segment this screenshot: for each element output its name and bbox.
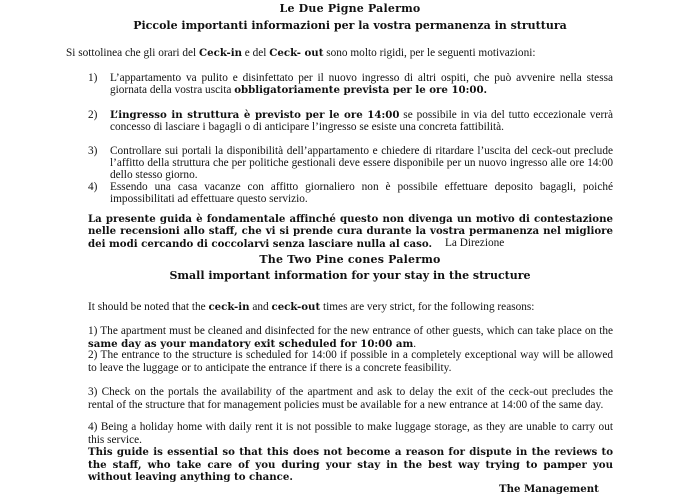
- english-subtitle: Small important information for your stay in the structure: [169, 269, 531, 282]
- english-item-2: 2) The entrance to the structure is scheduled for 14:00 if possible in a completely exceptional way will be allowed to leave the luggage or to anticipate the entrance if there is a concrete feasibility.: [88, 349, 613, 374]
- english-intro: [88, 301, 613, 314]
- italian-intro: [66, 47, 613, 59]
- italian-signature: La Direzione: [445, 237, 505, 249]
- italian-intro-text: Si sottolinea che gli orari del: [66, 47, 200, 59]
- italian-item-2: [88, 109, 613, 145]
- item-number: 4): [88, 181, 98, 193]
- item-number: 2): [88, 109, 98, 121]
- item-number: 3): [88, 145, 98, 157]
- english-intro-text: times are very strict, for the following reasons:: [320, 301, 535, 313]
- italian-title: Le Due Pigne Palermo: [279, 2, 421, 15]
- english-closing: This guide is essential so that this does not become a reason for dispute in the reviews to the staff, who take care of you during your stay in the best way trying to pamper you without leaving anything to chance.: [88, 446, 613, 484]
- italian-intro-text: sono molto rigidi, per le seguenti motivazioni:: [323, 47, 536, 59]
- item-text: L’appartamento va pulito e disinfettato per il nuovo ingresso di altri ospiti, che può avvenire nella stessa giornata della vostra uscita: [110, 72, 613, 97]
- italian-item-2-text: [110, 109, 613, 133]
- english-item-1: [88, 325, 613, 351]
- italian-item-3: [88, 145, 613, 181]
- item-text: 1) The apartment must be cleaned and disinfected for the new entrance of other guests, which can take place on the: [88, 325, 613, 337]
- english-intro-text: It should be noted that the: [88, 301, 209, 313]
- item-emphasis: L’ingresso in struttura è previsto per le ore 14:00: [110, 109, 400, 121]
- italian-item-1-text: [110, 72, 613, 96]
- item-text: .: [413, 338, 417, 350]
- item-emphasis: obbligatoriamente prevista per le ore 10:00.: [234, 84, 488, 97]
- item-emphasis: same day as your mandatory exit scheduled for 10:00 am: [88, 338, 414, 350]
- english-item-3: 3) Check on the portals the availability of the apartment and ask to delay the exit of the ceck-out precludes the rental of the structure that for management policies must be available for a new entrance at 14:00 of the same day.: [88, 386, 613, 411]
- italian-item-1: [88, 72, 613, 108]
- italian-checkout-term: Ceck- out: [269, 47, 324, 59]
- english-intro-text: and: [249, 301, 272, 313]
- item-text: se possibile in via del tutto eccezionale verrà concesso di lasciare i bagagli o di anticipare l’ingresso se esiste una concreta fattibilità.: [110, 109, 613, 134]
- italian-closing: La presente guida è fondamentale affinché questo non divenga un motivo di contestazione nelle recensioni allo staff, che vi si prende cura durante la vostra permanenza nel migliore dei modi cercando di coccolarvi senza lasciare nulla al caso.: [88, 213, 613, 250]
- italian-item-3-text: Controllare sui portali la disponibilità dell’appartamento e chiedere di ritardare l’uscita del ceck-out preclude l’affitto della struttura che per politiche gestionali deve essere disponibile per un nuovo ingresso alle ore 14:00 dello stesso giorno.: [110, 145, 613, 182]
- italian-intro-text: e del: [241, 47, 270, 59]
- english-checkin-term: ceck-in: [208, 301, 250, 313]
- italian-item-4-text: Essendo una casa vacanze con affitto giornaliero non è possibile effettuare deposito bagagli, poiché impossibilitati ad effettuare questo servizio.: [110, 181, 613, 206]
- italian-item-4: [88, 181, 613, 205]
- english-title: The Two Pine cones Palermo: [259, 253, 441, 266]
- english-signature: The Management: [499, 483, 599, 495]
- italian-subtitle: Piccole importanti informazioni per la vostra permanenza in struttura: [133, 19, 567, 32]
- english-item-4: 4) Being a holiday home with daily rent it is not possible to make luggage storage, as they are unable to carry out this service.: [88, 421, 613, 446]
- item-number: 1): [88, 72, 98, 84]
- italian-checkin-term: Ceck-in: [199, 47, 242, 59]
- english-checkout-term: ceck-out: [271, 301, 321, 313]
